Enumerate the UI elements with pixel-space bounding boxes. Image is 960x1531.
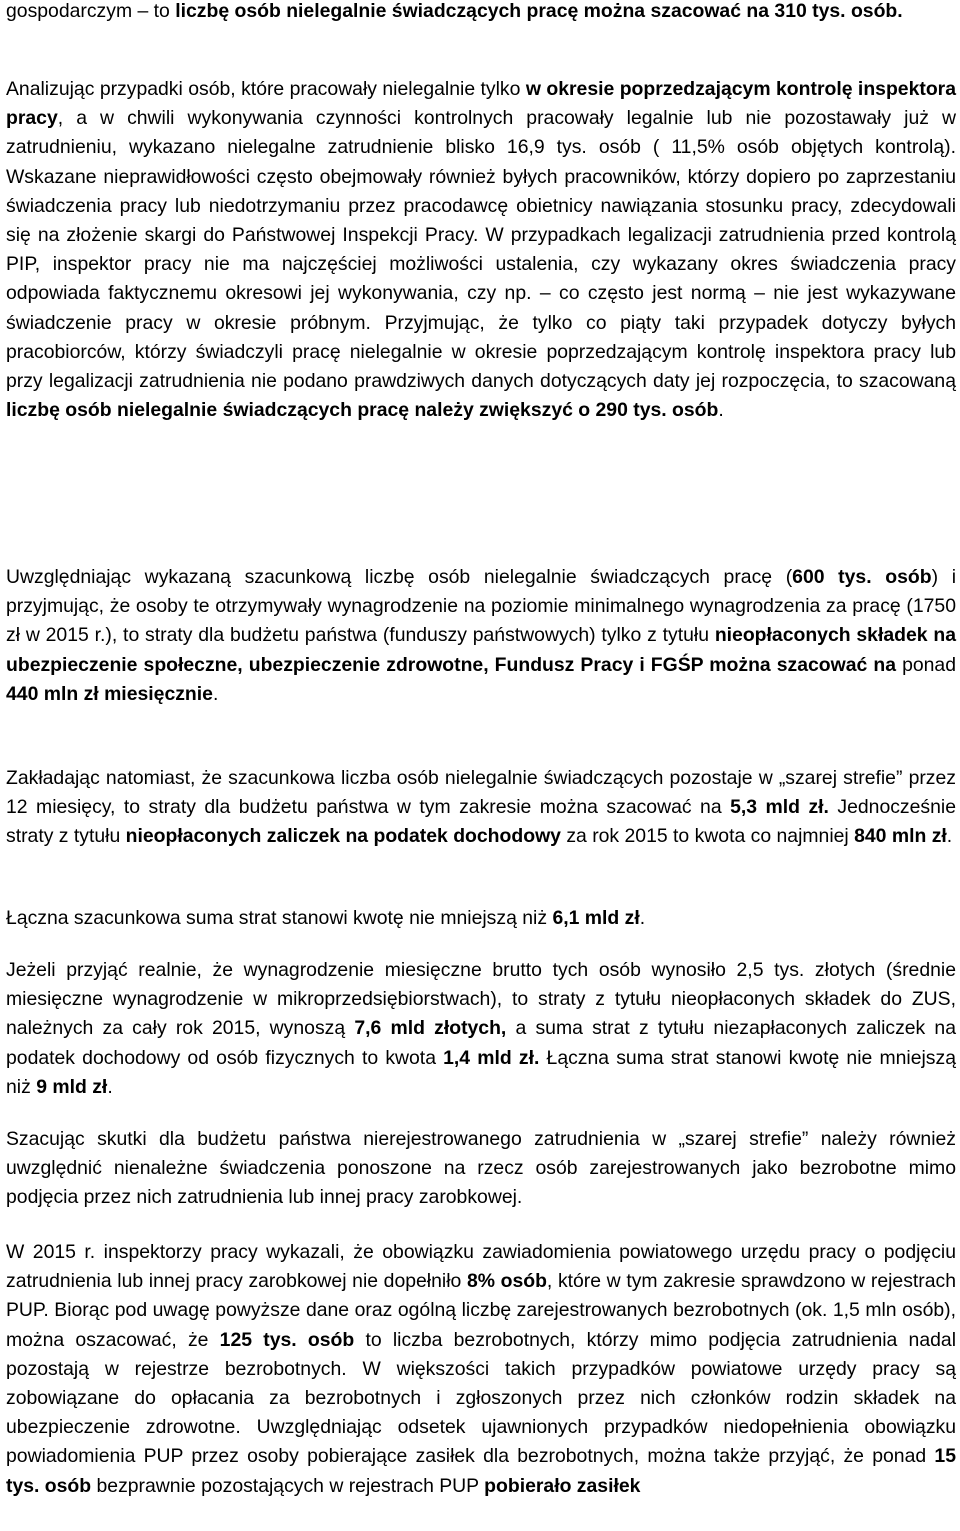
text-run: Jednocześnie straty z tytułu bbox=[6, 796, 956, 848]
paragraph-1 bbox=[6, 0, 956, 26]
paragraph-4 bbox=[6, 764, 956, 852]
bold-text-run: 5,3 mld zł. bbox=[730, 796, 829, 819]
text-run: Uwzględniając wykazaną szacunkową liczbę osób nielegalnie świadczących pracę ( bbox=[6, 566, 793, 588]
text-run: , a w chwili wykonywania czynności kontrolnych pracowały legalnie lub nie pozostawały już w zatrudnieniu, wykazano nielegalne zatrudnienie blisko 16,9 tys. osób ( 11,5% osób objętych kontrolą). Wskazane nieprawidłowości często obejmowały również byłych pracowników, którzy dopiero po zaprzestaniu świadczenia pracy lub niedotrzymaniu przez pracodawcę obietnicy nawiązania stosunku pracy, zdecydowali się na złożenie skargi do Państwowej Inspekcji Pracy. W przypadkach legalizacji zatrudnienia przed kontrolą PIP, inspektor pracy nie ma najczęściej możliwości ustalenia, czy wykazany okres świadczenia pracy odpowiada faktycznemu okresowi jej wykonywania, czy np. – co często jest normą – nie jest wykazywane świadczenie pracy w okresie próbnym. Przyjmując, że tylko co piąty taki przypadek dotyczy byłych pracobiorców, którzy świadczyli pracę nielegalnie w okresie poprzedzającym kontrolę inspektora pracy lub przy legalizacji zatrudnienia nie podano prawdziwych danych dotyczących daty jej rozpoczęcia, to szacowaną bbox=[6, 107, 956, 393]
bold-text-run: 840 mln zł bbox=[854, 825, 947, 848]
text-run: a suma strat z tytułu niezapłaconych zaliczek na podatek dochodowy od osób fizycznych to kwota bbox=[6, 1017, 956, 1069]
text-run: bezprawnie pozostających w rejestrach PUP bbox=[91, 1474, 485, 1497]
bold-text-run: 9 mld zł bbox=[36, 1075, 108, 1098]
bold-text-run: liczbę osób nielegalnie świadczących pracę należy zwiększyć o 290 tys. osób bbox=[6, 399, 719, 422]
bold-text-run: 7,6 mld złotych, bbox=[354, 1017, 507, 1040]
bold-text-run: pobierało zasiłek bbox=[484, 1474, 641, 1497]
bold-text-run: 1,4 mld zł. bbox=[443, 1046, 540, 1069]
bold-text-run: nieopłaconych składek na ubezpieczenie społeczne, ubezpieczenie zdrowotne, Fundusz Pracy i FGŚP można szacować na bbox=[6, 624, 957, 676]
text-run: gospodarczym – to bbox=[6, 0, 176, 22]
text-run: . bbox=[639, 907, 646, 929]
text-run: Łączna suma strat stanowi kwotę nie mniejszą niż bbox=[6, 1046, 956, 1098]
paragraph-6 bbox=[6, 956, 956, 1102]
text-run: ) i przyjmując, że osoby te otrzymywały wynagrodzenie na poziomie minimalnego wynagrodzenia za pracę (1750 zł w 2015 r.), to straty dla budżetu państwa (funduszy państwowych) tylko z tytułu bbox=[6, 566, 957, 647]
text-run: Łączna szacunkowa suma strat stanowi kwotę nie mniejszą niż bbox=[6, 907, 553, 929]
text-run: Analizując przypadki osób, które pracowały nielegalnie tylko bbox=[6, 78, 526, 100]
text-run: . bbox=[107, 1075, 113, 1098]
bold-text-run: liczbę osób nielegalnie świadczących pracę można szacować na 310 tys. osób. bbox=[175, 0, 903, 22]
text-run: Jeżeli przyjąć realnie, że wynagrodzenie miesięczne brutto tych osób wynosiło 2,5 tys. złotych (średnie miesięczne wynagrodzenie w mikroprzedsiębiorstwach), to straty z tytułu nieopłaconych składek do ZUS, należnych za cały rok 2015, wynoszą bbox=[6, 959, 956, 1040]
bold-text-run: 15 tys. osób bbox=[6, 1445, 956, 1497]
text-run: Zakładając natomiast, że szacunkowa liczba osób nielegalnie świadczących pozostaje w „szarej strefie” przez 12 miesięcy, to straty dla budżetu państwa w tym zakresie można szacować na bbox=[6, 767, 956, 819]
bold-text-run: w okresie poprzedzającym kontrolę inspektora pracy bbox=[6, 78, 956, 130]
text-run: to liczba bezrobotnych, którzy mimo podjęcia zatrudnienia nadal pozostają w rejestrze bezrobotnych. W większości takich przypadków powiatowe urzędy pracy są zobowiązane do opłacania za bezrobotnych i zgłoszonych przez nich członków rodzin składek na ubezpieczenie zdrowotne. Uwzględniając odsetek ujawnionych przypadków niedopełnienia obowiązku powiadomienia PUP przez osoby pobierające zasiłek dla bezrobotnych, można także przyjąć, że ponad bbox=[6, 1328, 957, 1468]
paragraph-3 bbox=[6, 563, 956, 709]
text-run: W 2015 r. inspektorzy pracy wykazali, że obowiązku zawiadomienia powiatowego urzędu pracy o podjęciu zatrudnienia lub innej pracy zarobkowej nie dopełniło bbox=[6, 1241, 956, 1293]
text-run: Szacując skutki dla budżetu państwa nierejestrowanego zatrudnienia w „szarej strefie” należy również uwzględnić nienależne świadczenia ponoszone na rzecz osób zarejestrowanych jako bezrobotne mimo podjęcia przez nich zatrudnienia lub innej pracy zarobkowej. bbox=[6, 1128, 956, 1209]
paragraph-2 bbox=[6, 75, 956, 425]
bold-text-run: nieopłaconych zaliczek na podatek dochodowy bbox=[125, 825, 561, 848]
text-run: za rok 2015 to kwota co najmniej bbox=[560, 825, 855, 848]
text-run: . bbox=[212, 682, 219, 705]
text-run: . bbox=[718, 399, 724, 422]
bold-text-run: 8% osób bbox=[466, 1270, 547, 1293]
paragraph-8 bbox=[6, 1238, 956, 1501]
paragraph-5 bbox=[6, 904, 956, 933]
bold-text-run: 6,1 mld zł bbox=[552, 907, 640, 929]
bold-text-run: 125 tys. osób bbox=[219, 1328, 355, 1351]
paragraph-7 bbox=[6, 1125, 956, 1213]
text-run: . bbox=[946, 825, 953, 848]
text-run: ponad bbox=[896, 653, 956, 676]
bold-text-run: 600 tys. osób bbox=[792, 566, 932, 588]
text-run: , które w tym zakresie sprawdzono w rejestrach PUP. Biorąc pod uwagę powyższe dane oraz ogólną liczbę zarejestrowanych bezrobotnych (ok. 1,5 mln osób), można oszacować, że bbox=[6, 1270, 956, 1351]
bold-text-run: 440 mln zł miesięcznie bbox=[6, 682, 213, 705]
